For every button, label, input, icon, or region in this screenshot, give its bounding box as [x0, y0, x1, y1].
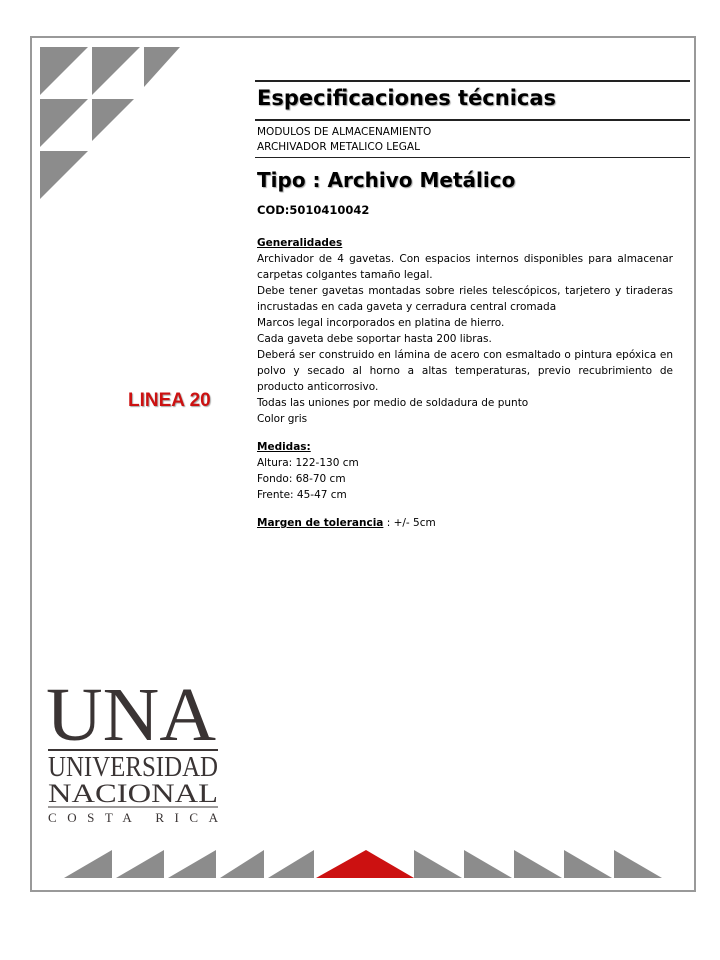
header-rule-middle	[255, 119, 690, 121]
corner-triangles-decoration	[40, 47, 180, 212]
spec-line: Debe tener gavetas montadas sobre rieles telescópicos, tarjetero y tiraderas incrustadas en cada gaveta y cerradura central cromada	[257, 285, 673, 313]
tolerance-line	[257, 515, 673, 531]
svg-text:NACIONAL: NACIONAL	[48, 779, 218, 808]
measure-width: Frente: 45-47 cm	[257, 489, 347, 501]
spec-line: Todas las uniones por medio de soldadura de punto	[257, 397, 529, 409]
spec-line: Marcos legal incorporados en platina de hierro.	[257, 317, 505, 329]
medidas-heading: Medidas:	[257, 441, 311, 453]
svg-text:COSTA RICA: COSTA RICA	[48, 810, 218, 825]
spec-line: Deberá ser construido en lámina de acero con esmaltado o pintura epóxica en polvo y secado al horno a altas temperaturas, previo recubrimiento de producto anticorrosivo.	[257, 349, 673, 393]
line-number-label: LINEA 20	[128, 390, 211, 411]
spec-line: Archivador de 4 gavetas. Con espacios internos disponibles para almacenar carpetas colgantes tamaño legal.	[257, 253, 673, 281]
header-rule-bottom	[255, 157, 690, 158]
page-title: Especificaciones técnicas	[257, 86, 557, 110]
una-logo	[42, 676, 222, 826]
generalidades-heading: Generalidades	[257, 237, 343, 249]
footer-triangles-decoration	[64, 850, 664, 878]
product-type-title: Tipo : Archivo Metálico	[257, 168, 516, 192]
spec-body	[257, 235, 673, 531]
svg-text:UNIVERSIDAD: UNIVERSIDAD	[48, 752, 218, 783]
spec-line: Color gris	[257, 413, 308, 425]
category-line-2: ARCHIVADOR METALICO LEGAL	[257, 141, 420, 153]
svg-text:UNA: UNA	[46, 676, 217, 757]
tolerance-value: : +/- 5cm	[383, 517, 436, 529]
tolerance-label: Margen de tolerancia	[257, 517, 384, 529]
measure-height: Altura: 122-130 cm	[257, 457, 359, 469]
spec-line: Cada gaveta debe soportar hasta 200 libras.	[257, 333, 492, 345]
header-rule-top	[255, 80, 690, 82]
product-code: COD:5010410042	[257, 203, 370, 217]
category-line-1: MODULOS DE ALMACENAMIENTO	[257, 126, 432, 138]
measure-depth: Fondo: 68-70 cm	[257, 473, 346, 485]
